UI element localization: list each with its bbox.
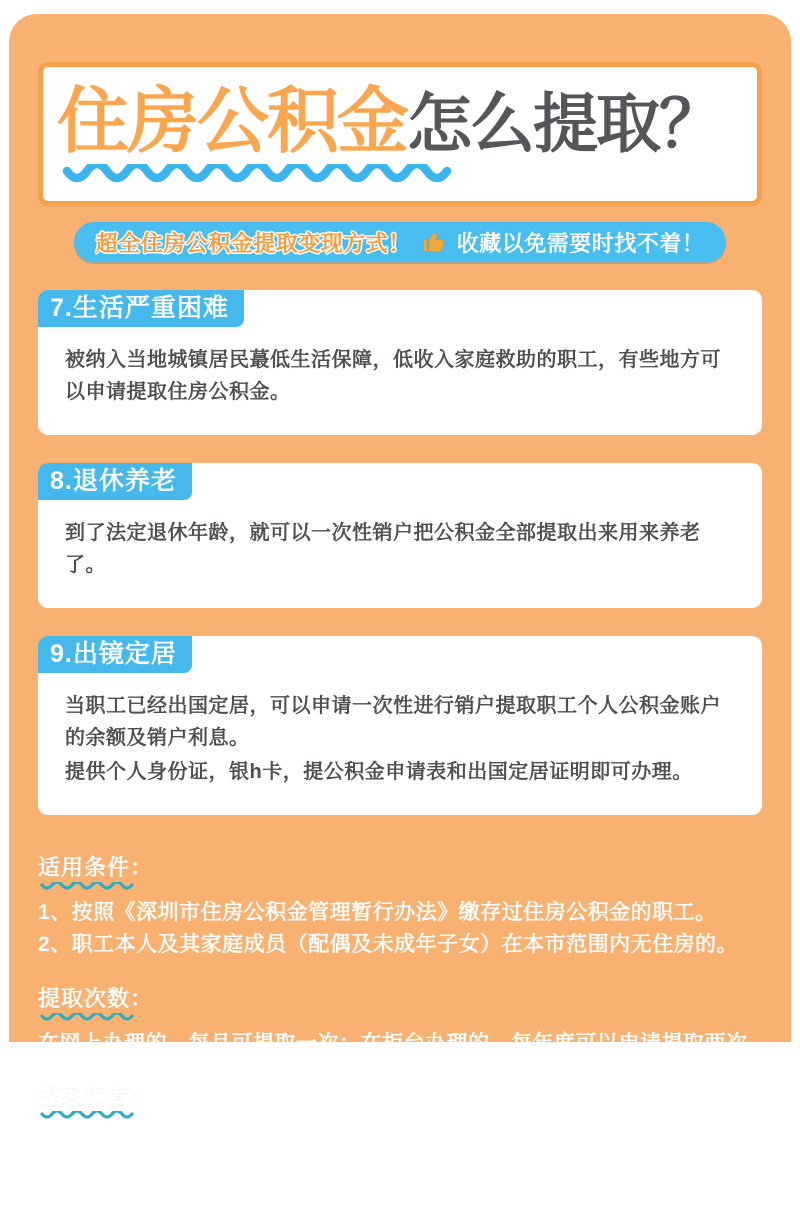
- wavy-underline-icon: [40, 882, 134, 892]
- wavy-underline-icon: [40, 1111, 134, 1121]
- card-badge: 9.出镜定居: [38, 636, 192, 673]
- note-line: 在网上办理的，每月可提取一次；在柜台办理的，每年度可以申请提取两次: [38, 1031, 748, 1055]
- card-paragraph: 被纳入当地城镇居民蕞低生活保障，低收入家庭救助的职工，有些地方可以申请提取住房公积金。: [65, 349, 721, 404]
- thumbs-up-icon: [421, 229, 447, 255]
- card-paragraph: 到了法定退休年龄，就可以一次性销户把公积金全部提取出来用来养老了。: [65, 521, 701, 577]
- title-box: [38, 62, 762, 206]
- note-line: 申请当月月应缴存额×65%×可提取月份。可提取月份为上次提取的次月至本次提取的月份数，若从未办理过提取业务，则为初始缴存月份至本次提取的月份数。: [38, 1130, 753, 1219]
- subtitle-left-text: 超全住房公积金提取变现方式！: [95, 230, 411, 256]
- note-line: 2、职工本人及其家庭成员（配偶及未成年子女）在本市范围内无住房的。: [38, 933, 739, 957]
- wavy-underline-icon: [61, 164, 461, 188]
- card-paragraph: 当职工已经出国定居，可以申请一次性进行销户提取职工个人公积金账户的余额及销户利息。: [65, 694, 721, 749]
- notes-section: [38, 851, 762, 1224]
- note-title: 提取额度：: [38, 1084, 154, 1110]
- note-conditions: [38, 851, 762, 962]
- page-title: [57, 82, 757, 163]
- title-highlight: 住房公积金: [57, 82, 408, 163]
- note-heading: [38, 1080, 762, 1121]
- card-badge: 7.生活严重困难: [38, 290, 244, 327]
- note-heading: [38, 851, 762, 892]
- note-heading: [38, 982, 762, 1023]
- title-rest: 怎么提取？: [407, 87, 723, 161]
- wavy-underline-icon: [40, 1013, 134, 1023]
- card-retirement: [38, 463, 762, 608]
- note-line: 1、按照《深圳市住房公积金管理暂行办法》缴存过住房公积金的职工。: [38, 900, 717, 924]
- card-paragraph: 提供个人身份证，银h卡，提公积金申请表和出国定居证明即可办理。: [65, 761, 693, 784]
- poster-background: [9, 14, 791, 1219]
- card-badge: 8.退休养老: [38, 463, 192, 500]
- note-title: 适用条件：: [38, 854, 154, 880]
- note-frequency: [38, 982, 762, 1061]
- card-settle-abroad: [38, 636, 762, 815]
- card-life-hardship: [38, 290, 762, 435]
- subtitle-right-text: 收藏以免需要时找不着！: [456, 230, 705, 256]
- note-amount: [38, 1080, 762, 1224]
- subtitle-banner: [74, 222, 727, 262]
- note-title: 提取次数：: [38, 985, 154, 1011]
- subtitle-row: [38, 222, 762, 262]
